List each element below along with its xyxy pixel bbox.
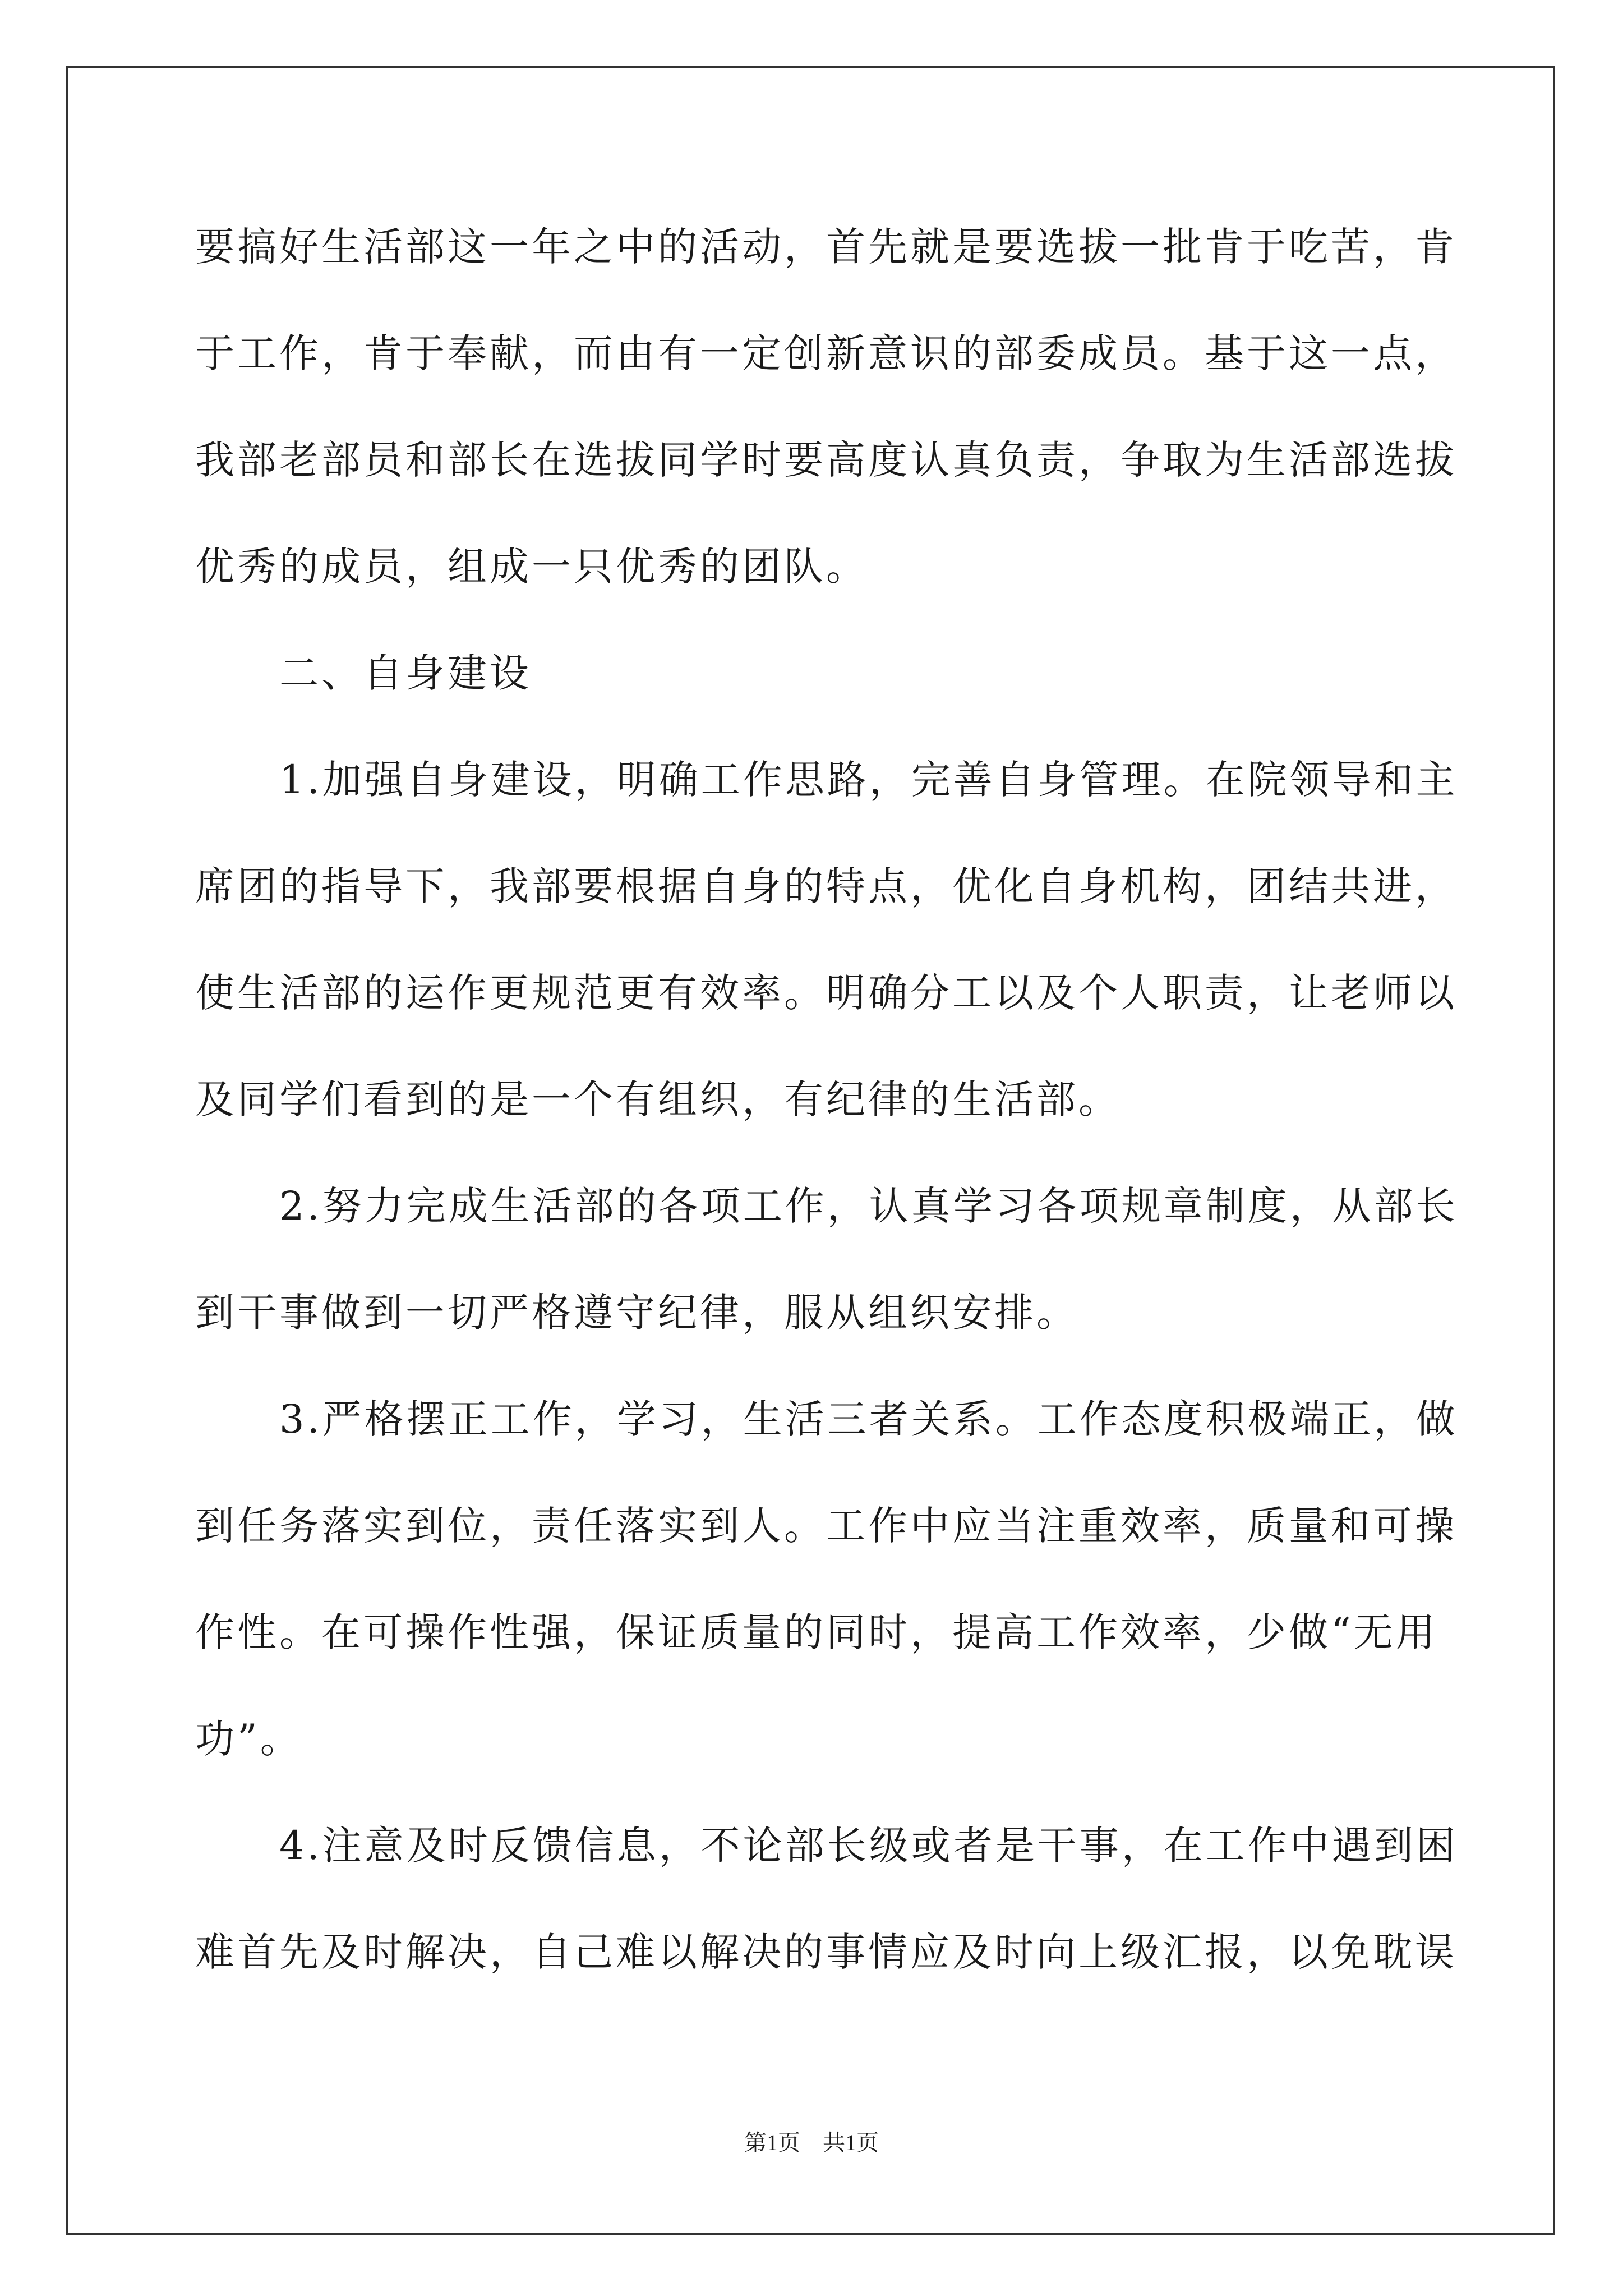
text-line: 优秀的成员，组成一只优秀的团队。 (195, 544, 868, 590)
text-line: 要搞好生活部这一年之中的活动，首先就是要选拔一批肯于吃苦，肯 (195, 224, 1457, 270)
text-line: 功”。 (195, 1716, 302, 1762)
text-line: 使生活部的运作更规范更有效率。明确分工以及个人职责，让老师以 (195, 970, 1457, 1016)
text-line: 到干事做到一切严格遵守纪律，服从组织安排。 (195, 1290, 1078, 1336)
text-line: 作性。在可操作性强，保证质量的同时，提高工作效率，少做“无用 (195, 1609, 1438, 1655)
text-line: 到任务落实到位，责任落实到人。工作中应当注重效率，质量和可操 (195, 1503, 1457, 1549)
section-heading: 二、自身建设 (195, 650, 532, 696)
text-line: 3.严格摆正工作，学习，生活三者关系。工作态度积极端正，做 (195, 1396, 1458, 1442)
text-line: 我部老部员和部长在选拔同学时要高度认真负责，争取为生活部选拔 (195, 437, 1457, 483)
text-line: 席团的指导下，我部要根据自身的特点，优化自身机构，团结共进， (195, 863, 1457, 909)
page-border (66, 66, 1555, 2235)
text-line: 1.加强自身建设，明确工作思路，完善自身管理。在院领导和主 (195, 757, 1458, 803)
text-line: 2.努力完成生活部的各项工作，认真学习各项规章制度，从部长 (195, 1183, 1458, 1229)
page-number-footer: 第1页 共1页 (744, 2130, 879, 2155)
text-line: 难首先及时解决，自己难以解决的事情应及时向上级汇报，以免耽误 (195, 1929, 1457, 1975)
text-line: 及同学们看到的是一个有组织，有纪律的生活部。 (195, 1076, 1121, 1122)
text-line: 于工作，肯于奉献，而由有一定创新意识的部委成员。基于这一点， (195, 330, 1457, 376)
text-line: 4.注意及时反馈信息，不论部长级或者是干事，在工作中遇到困 (195, 1823, 1458, 1869)
